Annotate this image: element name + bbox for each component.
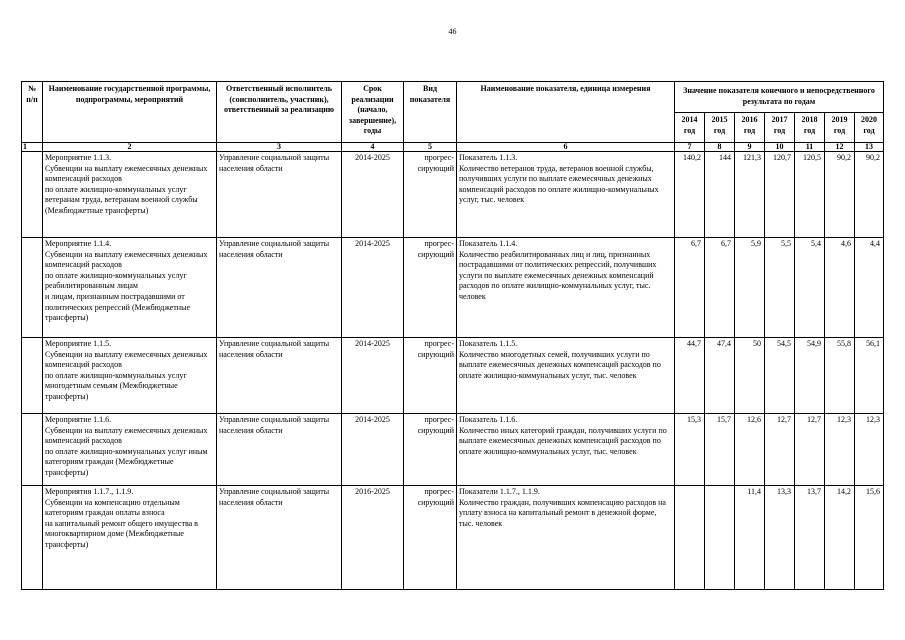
executor-cell: Управление социальной защиты населения области xyxy=(217,414,342,486)
measure-name-cell: Мероприятие 1.1.4. Субвенции на выплату ежемесячных денежных компенсаций расходов по оплате жилищно-коммунальных услуг реабилитированным лицам и лицам, признанным пострадавшими от политических репрессий (Межбюджетные трансферты) xyxy=(43,238,217,338)
row-number-cell xyxy=(22,486,43,590)
value-cell: 15,7 xyxy=(705,414,735,486)
column-number: 1 xyxy=(22,143,43,152)
period-cell: 2014-2025 xyxy=(342,414,404,486)
header-type: Вид показателя xyxy=(404,82,457,143)
value-cell: 4,6 xyxy=(825,238,855,338)
indicator-type-cell: прогрес- сирующий xyxy=(404,238,457,338)
value-cell: 4,4 xyxy=(855,238,884,338)
table-row xyxy=(22,486,884,590)
table-row xyxy=(22,238,884,338)
table-row xyxy=(22,414,884,486)
measure-name-cell: Мероприятие 1.1.3. Субвенции на выплату ежемесячных денежных компенсаций расходов по оплате жилищно-коммунальных услуг ветеранам труда, ветеранам военной службы (Межбюджетные трансферты) xyxy=(43,152,217,238)
value-cell: 13,3 xyxy=(765,486,795,590)
value-cell: 56,1 xyxy=(855,338,884,414)
value-cell: 5,5 xyxy=(765,238,795,338)
value-cell: 11,4 xyxy=(735,486,765,590)
executor-cell: Управление социальной защиты населения области xyxy=(217,338,342,414)
table-row xyxy=(22,152,884,238)
column-number: 6 xyxy=(457,143,675,152)
column-number: 4 xyxy=(342,143,404,152)
value-cell: 15,6 xyxy=(855,486,884,590)
value-cell: 55,8 xyxy=(825,338,855,414)
value-cell: 90,2 xyxy=(855,152,884,238)
indicator-type-cell: прогрес- сирующий xyxy=(404,486,457,590)
indicator-name-cell: Показатель 1.1.3. Количество ветеранов труда, ветеранов военной службы, получивших услуги по выплате ежемесячных денежных компенсаций расходов по оплате жилищно-коммунальных услуг, тыс. человек xyxy=(457,152,675,238)
value-cell: 90,2 xyxy=(825,152,855,238)
row-number-cell xyxy=(22,152,43,238)
value-cell: 5,9 xyxy=(735,238,765,338)
period-cell: 2014-2025 xyxy=(342,338,404,414)
header-year: 2016 год xyxy=(735,113,765,143)
period-cell: 2014-2025 xyxy=(342,238,404,338)
value-cell: 54,9 xyxy=(795,338,825,414)
value-cell: 14,2 xyxy=(825,486,855,590)
value-cell: 12,7 xyxy=(795,414,825,486)
header-period: Срок реализации (начало, завершение), годы xyxy=(342,82,404,143)
executor-cell: Управление социальной защиты населения области xyxy=(217,486,342,590)
column-number: 11 xyxy=(795,143,825,152)
value-cell: 15,3 xyxy=(675,414,705,486)
value-cell: 6,7 xyxy=(705,238,735,338)
column-number: 7 xyxy=(675,143,705,152)
value-cell: 12,6 xyxy=(735,414,765,486)
row-number-cell xyxy=(22,338,43,414)
value-cell xyxy=(675,486,705,590)
value-cell: 50 xyxy=(735,338,765,414)
executor-cell: Управление социальной защиты населения области xyxy=(217,238,342,338)
column-number: 5 xyxy=(404,143,457,152)
row-number-cell xyxy=(22,414,43,486)
indicator-name-cell: Показатели 1.1.7., 1.1.9. Количество граждан, получивших компенсацию расходов на уплату взноса на капитальный ремонт в денежной форме, тыс. человек xyxy=(457,486,675,590)
value-cell xyxy=(705,486,735,590)
table-row xyxy=(22,338,884,414)
indicator-type-cell: прогрес- сирующий xyxy=(404,414,457,486)
indicator-type-cell: прогрес- сирующий xyxy=(404,338,457,414)
value-cell: 120,5 xyxy=(795,152,825,238)
value-cell: 13,7 xyxy=(795,486,825,590)
header-year: 2017 год xyxy=(765,113,795,143)
value-cell: 121,3 xyxy=(735,152,765,238)
measure-name-cell: Мероприятия 1.1.7., 1.1.9. Субвенции на компенсацию отдельным категориям граждан оплаты взноса на капитальный ремонт общего имущества в многоквартирном доме (Межбюджетные трансферты) xyxy=(43,486,217,590)
column-number: 3 xyxy=(217,143,342,152)
header-values-group: Значение показателя конечного и непосредственного результата по годам xyxy=(675,82,884,113)
header-no: № п/п xyxy=(22,82,43,143)
measure-name-cell: Мероприятие 1.1.5. Субвенции на выплату ежемесячных денежных компенсаций расходов по оплате жилищно-коммунальных услуг многодетным семьям (Межбюджетные трансферты) xyxy=(43,338,217,414)
indicator-type-cell: прогрес- сирующий xyxy=(404,152,457,238)
value-cell: 47,4 xyxy=(705,338,735,414)
period-cell: 2016-2025 xyxy=(342,486,404,590)
header-year: 2019 год xyxy=(825,113,855,143)
executor-cell: Управление социальной защиты населения области xyxy=(217,152,342,238)
page-number: 46 xyxy=(448,27,457,36)
header-name: Наименование государственной программы, подпрограммы, мероприятий xyxy=(43,82,217,143)
value-cell: 120,7 xyxy=(765,152,795,238)
indicator-name-cell: Показатель 1.1.5. Количество многодетных семей, получивших услуги по выплате ежемесячных денежных компенсаций расходов по оплате жилищно-коммунальных услуг, тыс. человек xyxy=(457,338,675,414)
value-cell: 12,7 xyxy=(765,414,795,486)
value-cell: 44,7 xyxy=(675,338,705,414)
header-year: 2014 год xyxy=(675,113,705,143)
value-cell: 144 xyxy=(705,152,735,238)
column-number-row xyxy=(22,143,884,152)
value-cell: 12,3 xyxy=(825,414,855,486)
indicators-table xyxy=(21,81,884,590)
measure-name-cell: Мероприятие 1.1.6. Субвенции на выплату ежемесячных денежных компенсаций расходов по оплате жилищно-коммунальных услуг иным категориям граждан (Межбюджетные трансферты) xyxy=(43,414,217,486)
value-cell: 5,4 xyxy=(795,238,825,338)
column-number: 13 xyxy=(855,143,884,152)
header-year: 2020 год xyxy=(855,113,884,143)
column-number: 8 xyxy=(705,143,735,152)
indicator-name-cell: Показатель 1.1.4. Количество реабилитированных лиц и лиц, признанных пострадавшими от политических репрессий, получивших услуги по выплате ежемесячных денежных компенсаций расходов по оплате жилищно-коммунальных услуг, тыс. человек xyxy=(457,238,675,338)
value-cell: 54,5 xyxy=(765,338,795,414)
value-cell: 12,3 xyxy=(855,414,884,486)
column-number: 12 xyxy=(825,143,855,152)
header-year: 2015 год xyxy=(705,113,735,143)
header-year: 2018 год xyxy=(795,113,825,143)
value-cell: 6,7 xyxy=(675,238,705,338)
column-number: 10 xyxy=(765,143,795,152)
column-number: 9 xyxy=(735,143,765,152)
row-number-cell xyxy=(22,238,43,338)
column-number: 2 xyxy=(43,143,217,152)
header-indicator: Наименование показателя, единица измерения xyxy=(457,82,675,143)
period-cell: 2014-2025 xyxy=(342,152,404,238)
header-executor: Ответственный исполнитель (соисполнитель, участник), ответственный за реализацию xyxy=(217,82,342,143)
indicator-name-cell: Показатель 1.1.6. Количество иных категорий граждан, получивших услуги по выплате ежемесячных денежных компенсаций расходов по оплате жилищно-коммунальных услуг, тыс. человек xyxy=(457,414,675,486)
value-cell: 140,2 xyxy=(675,152,705,238)
